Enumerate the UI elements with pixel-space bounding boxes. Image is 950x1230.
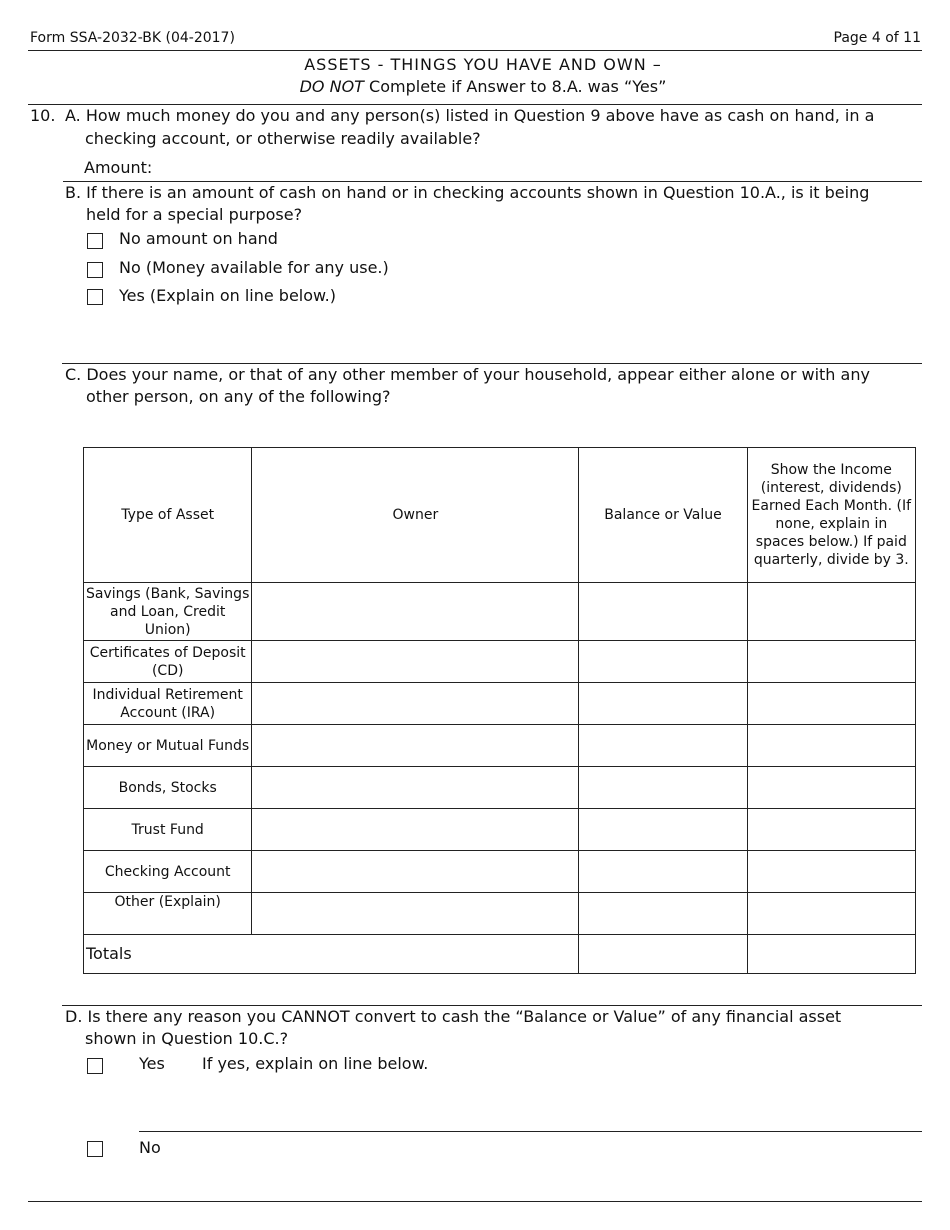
section-title: ASSETS - THINGS YOU HAVE AND OWN – xyxy=(304,55,662,74)
balance-cell[interactable] xyxy=(579,767,747,809)
q10d-text-2: shown in Question 10.C.? xyxy=(85,1029,289,1048)
option-no-amount: No amount on hand xyxy=(119,229,278,248)
balance-cell[interactable] xyxy=(579,809,747,851)
q10a-text-2: checking account, or otherwise readily available? xyxy=(85,129,481,148)
table-row xyxy=(84,583,916,641)
header-owner: Owner xyxy=(252,448,579,583)
amount-field[interactable] xyxy=(160,156,920,180)
subtitle-emphasis: DO NOT xyxy=(299,77,364,96)
question-number: 10. xyxy=(30,106,56,125)
q10a-text-1: A. How much money do you and any person(s) listed in Question 9 above have as cash on hand, in a xyxy=(65,106,875,125)
form-id: Form SSA-2032-BK (04-2017) xyxy=(30,30,235,46)
footer-rule xyxy=(28,1201,922,1202)
owner-cell[interactable] xyxy=(252,641,579,683)
totals-label: Totals xyxy=(84,935,579,974)
income-cell[interactable] xyxy=(747,767,915,809)
income-cell[interactable] xyxy=(747,641,915,683)
asset-type-ira: Individual Retirement Account (IRA) xyxy=(84,683,252,725)
income-cell[interactable] xyxy=(747,583,915,641)
owner-cell[interactable] xyxy=(252,767,579,809)
income-cell[interactable] xyxy=(747,851,915,893)
balance-cell[interactable] xyxy=(579,583,747,641)
q10d-explain-line xyxy=(139,1131,922,1132)
option-d-yes: Yes xyxy=(139,1054,165,1073)
header-balance-or-value: Balance or Value xyxy=(579,448,747,583)
checkbox-d-no[interactable] xyxy=(87,1141,103,1157)
balance-cell[interactable] xyxy=(579,641,747,683)
balance-cell[interactable] xyxy=(579,893,747,935)
q10b-explain-field[interactable] xyxy=(119,312,919,360)
asset-type-checking: Checking Account xyxy=(84,851,252,893)
header-type-of-asset: Type of Asset xyxy=(84,448,252,583)
asset-type-bonds-stocks: Bonds, Stocks xyxy=(84,767,252,809)
income-cell[interactable] xyxy=(747,809,915,851)
header-rule xyxy=(28,50,922,51)
option-yes-explain: Yes (Explain on line below.) xyxy=(119,286,336,305)
owner-cell[interactable] xyxy=(252,725,579,767)
option-no-money-available: No (Money available for any use.) xyxy=(119,258,389,277)
q10d-explain-field[interactable] xyxy=(139,1082,921,1130)
table-row xyxy=(84,683,916,725)
owner-cell[interactable] xyxy=(252,809,579,851)
amount-label: Amount: xyxy=(84,158,153,177)
q10b-text-1: B. If there is an amount of cash on hand or in checking accounts shown in Question 10.A., is it being xyxy=(65,183,870,202)
asset-type-cd: Certificates of Deposit (CD) xyxy=(84,641,252,683)
option-d-no: No xyxy=(139,1138,161,1157)
asset-type-savings: Savings (Bank, Savings and Loan, Credit Union) xyxy=(84,583,252,641)
option-d-yes-explain: If yes, explain on line below. xyxy=(202,1054,429,1073)
owner-cell[interactable] xyxy=(252,893,579,935)
table-row xyxy=(84,851,916,893)
owner-cell[interactable] xyxy=(252,851,579,893)
subtitle-rest: Complete if Answer to 8.A. was “Yes” xyxy=(363,77,667,96)
table-header-row xyxy=(84,448,916,583)
table-row xyxy=(84,725,916,767)
table-row xyxy=(84,641,916,683)
asset-type-money-funds: Money or Mutual Funds xyxy=(84,725,252,767)
table-row xyxy=(84,893,916,935)
total-balance-cell[interactable] xyxy=(579,935,747,974)
balance-cell[interactable] xyxy=(579,851,747,893)
asset-type-trust-fund: Trust Fund xyxy=(84,809,252,851)
page-number: Page 4 of 11 xyxy=(833,30,921,46)
q10d-text-1: D. Is there any reason you CANNOT convert to cash the “Balance or Value” of any financial asset xyxy=(65,1007,842,1026)
table-row xyxy=(84,809,916,851)
section-subtitle xyxy=(0,77,950,96)
owner-cell[interactable] xyxy=(252,583,579,641)
totals-row xyxy=(84,935,916,974)
assets-table xyxy=(83,447,916,974)
checkbox-no-money-available[interactable] xyxy=(87,262,103,278)
header-monthly-income: Show the Income (interest, dividends) Earned Each Month. (If none, explain in spaces below.) If paid quarterly, divide by 3. xyxy=(747,448,915,583)
table-row xyxy=(84,767,916,809)
income-cell[interactable] xyxy=(747,683,915,725)
owner-cell[interactable] xyxy=(252,683,579,725)
total-income-cell[interactable] xyxy=(747,935,915,974)
balance-cell[interactable] xyxy=(579,725,747,767)
checkbox-d-yes[interactable] xyxy=(87,1058,103,1074)
income-cell[interactable] xyxy=(747,893,915,935)
q10b-text-2: held for a special purpose? xyxy=(86,205,303,224)
income-cell[interactable] xyxy=(747,725,915,767)
asset-type-other: Other (Explain) xyxy=(84,893,252,935)
balance-cell[interactable] xyxy=(579,683,747,725)
q10c-text-1: C. Does your name, or that of any other member of your household, appear either alone or with any xyxy=(65,365,870,384)
q10c-text-2: other person, on any of the following? xyxy=(86,387,391,406)
checkbox-no-amount[interactable] xyxy=(87,233,103,249)
checkbox-yes-explain[interactable] xyxy=(87,289,103,305)
